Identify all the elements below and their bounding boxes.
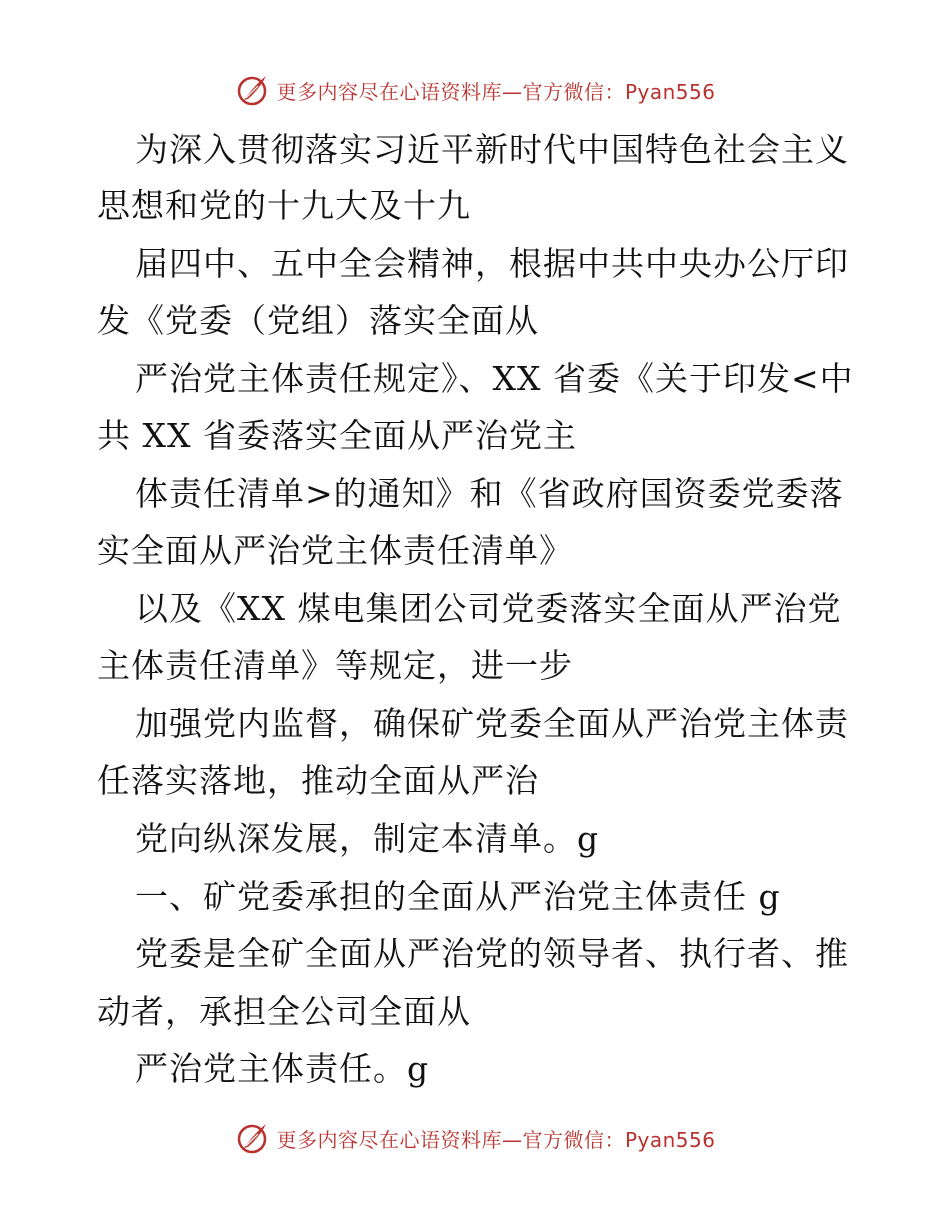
footer-banner [0, 1118, 950, 1158]
paragraph-line: 以及《XX 煤电集团公司党委落实全面从严治党 [135, 589, 842, 628]
header-banner [0, 70, 950, 110]
paragraph-line: 思想和党的十九大及十九 [97, 186, 471, 225]
paragraph-line: 动者，承担全公司全面从 [97, 992, 471, 1031]
quill-pen-logo-icon [234, 72, 270, 108]
footer-banner-text: 更多内容尽在心语资料库—官方微信：Pyan556 [276, 1127, 716, 1152]
paragraph-line: 党委是全矿全面从严治党的领导者、执行者、推 [135, 934, 849, 973]
paragraph-line: 为深入贯彻落实习近平新时代中国特色社会主义 [135, 130, 849, 169]
paragraph-line: 主体责任清单》等规定，进一步 [97, 646, 573, 685]
quill-pen-logo-icon [234, 1120, 270, 1156]
header-banner-content [234, 72, 715, 108]
paragraph-line: 体责任清单>的通知》和《省政府国资委党委落 [135, 474, 844, 513]
paragraph-line: 届四中、五中全会精神，根据中共中央办公厅印 [135, 244, 849, 283]
footer-banner-content [234, 1120, 715, 1156]
paragraph-line: 加强党内监督，确保矿党委全面从严治党主体责 [135, 704, 849, 743]
paragraph-line: 党向纵深发展，制定本清单。g [135, 819, 600, 858]
paragraph-line: 任落实落地，推动全面从严治 [97, 761, 539, 800]
paragraph-line: 发《党委（党组）落实全面从 [97, 301, 539, 340]
header-banner-text: 更多内容尽在心语资料库—官方微信：Pyan556 [276, 79, 716, 104]
paragraph-line: 严治党主体责任规定》、XX 省委《关于印发<中 [135, 359, 854, 398]
section-heading: 一、矿党委承担的全面从严治党主体责任 g [135, 877, 781, 916]
paragraph-line: 共 XX 省委落实全面从严治党主 [97, 416, 577, 455]
paragraph-line: 实全面从严治党主体责任清单》 [97, 531, 573, 570]
paragraph-line: 严治党主体责任。g [135, 1049, 430, 1088]
